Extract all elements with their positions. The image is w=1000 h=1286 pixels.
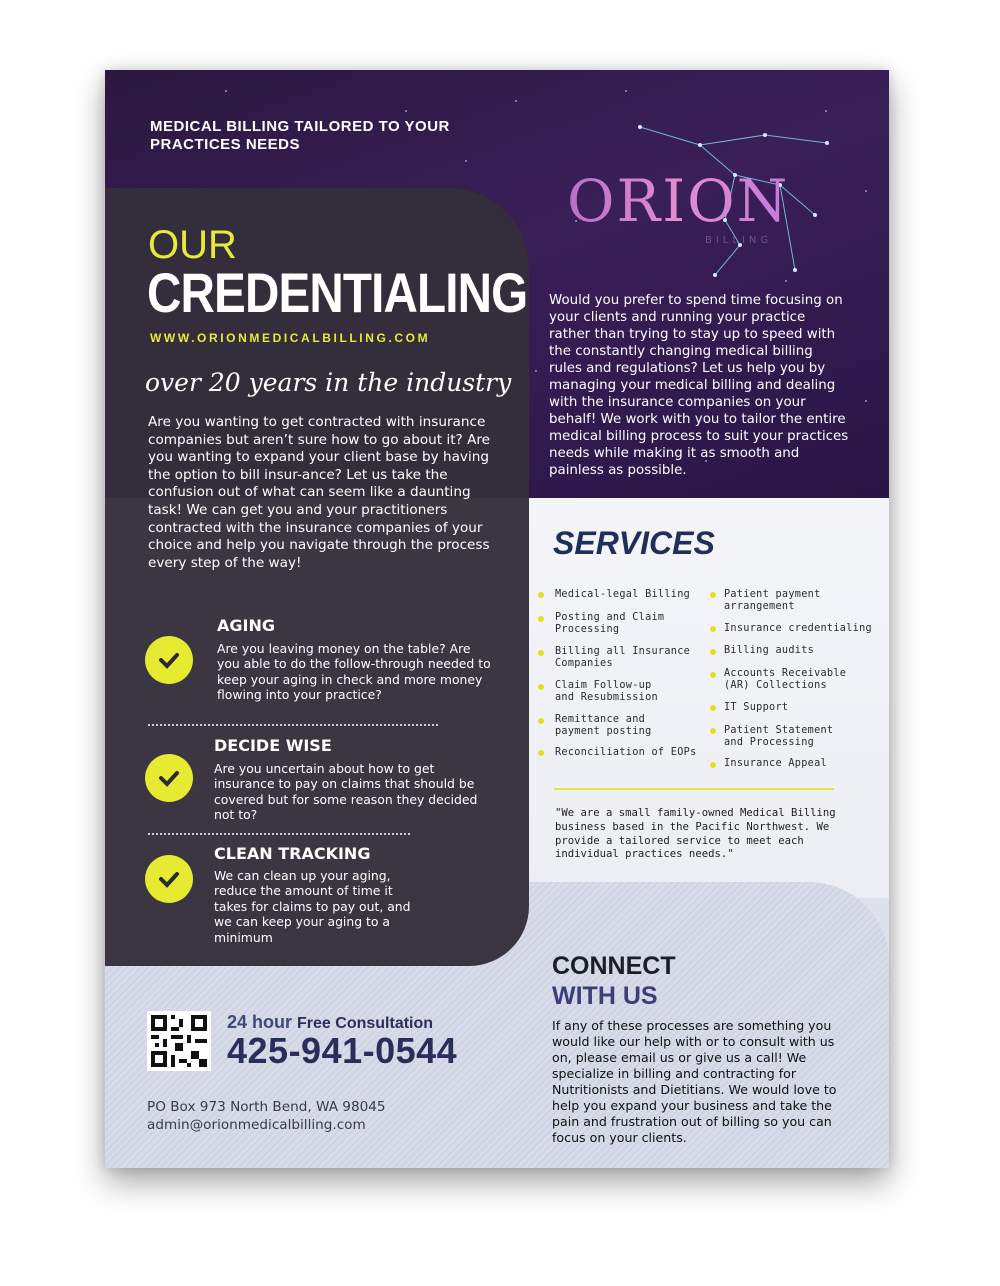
bullet-icon <box>710 705 716 711</box>
service-item: Patient payment arrangement <box>724 589 821 612</box>
intro-right-paragraph: Would you prefer to spend time focusing on your clients and running your practice rather than trying to stay up to speed with the constantly changing medical billing rules and regulations? Let us help you by managing your medical billing and dealing with the insurance companies on your behalf! We work with you to tailor the entire medical billing process to suit your practices needs while making it as smooth and painless as possible. <box>549 293 849 478</box>
bullet-icon <box>538 750 544 756</box>
bullet-icon <box>538 616 544 622</box>
website-link[interactable]: WWW.ORIONMEDICALBILLING.COM <box>150 331 431 345</box>
service-item: Reconciliation of EOPs <box>555 747 697 758</box>
bullet-icon <box>710 626 716 632</box>
company-quote: "We are a small family-owned Medical Billing business based in the Pacific Northwest. We provide a tailored service to meet each individual practices needs." <box>555 807 836 861</box>
bullet-icon <box>710 762 716 768</box>
years-script: over 20 years in the industry <box>145 368 512 397</box>
email-link[interactable]: admin@orionmedicalbilling.com <box>147 1117 366 1133</box>
bullet-icon <box>538 592 544 598</box>
bullet-icon <box>710 728 716 734</box>
feature-text-clean-tracking: We can clean up your aging, reduce the amount of time it takes for claims to pay out, and we can keep your aging to a minimum <box>214 868 411 945</box>
divider <box>148 724 438 726</box>
service-item: Insurance credentialing <box>724 623 872 634</box>
service-item: IT Support <box>724 702 789 713</box>
mailing-address: PO Box 973 North Bend, WA 98045 <box>147 1099 386 1115</box>
check-icon <box>145 754 193 802</box>
services-title: SERVICES <box>553 525 715 561</box>
connect-subtitle: WITH US <box>552 982 658 1010</box>
service-item: Remittance and payment posting <box>555 714 652 737</box>
phone-number[interactable]: 425-941-0544 <box>227 1030 458 1071</box>
bullet-icon <box>538 684 544 690</box>
logo-wordmark: ORION <box>567 167 790 235</box>
service-item: Billing all Insurance Companies <box>555 646 691 669</box>
headline-our: OUR <box>148 223 237 267</box>
logo-subtitle: BILLING <box>705 235 773 246</box>
check-icon <box>145 636 193 684</box>
bullet-icon <box>710 672 716 678</box>
connect-paragraph: If any of these processes are something you would like our help with or to consult with us on, please email us or give us a call! We specialize in billing and contracting for Nutritionists and Dietitians. We would love to help you expand your business and take the pain and frustration out of billing so you can focus on your clients. <box>552 1018 837 1145</box>
credentialing-paragraph: Are you wanting to get contracted with insurance companies but aren’t sure how to go about it? Are you wanting to expand your client base by having the option to bill insur-ance? Let us take the confusion out of what can seem like a daunting task! We can get you and your practitioners contracted with the insurance companies of your choice and help you navigate through the process every step of the way! <box>148 414 491 571</box>
connect-title: CONNECT <box>552 952 676 980</box>
service-item: Patient Statement and Processing <box>724 725 834 748</box>
bullet-icon <box>538 650 544 656</box>
hours-label: 24 hour <box>227 1012 293 1032</box>
feature-title-clean-tracking: CLEAN TRACKING <box>214 844 371 863</box>
feature-title-decide-wise: DECIDE WISE <box>214 736 332 755</box>
orion-logo <box>565 125 835 295</box>
headline-credentialing: CREDENTIALING <box>147 261 528 324</box>
divider <box>554 788 834 790</box>
service-item: Accounts Receivable (AR) Collections <box>724 668 847 691</box>
feature-text-aging: Are you leaving money on the table? Are you able to do the follow-through needed to keep your aging in check and more money flowing into your practice? <box>217 641 491 703</box>
bullet-icon <box>710 649 716 655</box>
feature-text-decide-wise: Are you uncertain about how to get insurance to pay on claims that should be covered but for some reason they decided not to? <box>214 761 478 823</box>
service-item: Insurance Appeal <box>724 758 827 769</box>
service-item: Posting and Claim Processing <box>555 612 665 635</box>
free-consultation-label: Free Consultation <box>297 1015 434 1032</box>
feature-title-aging: AGING <box>217 616 275 635</box>
service-item: Medical-legal Billing <box>555 589 691 600</box>
tagline: MEDICAL BILLING TAILORED TO YOUR PRACTICES NEEDS <box>150 118 450 153</box>
divider <box>148 833 410 835</box>
contact-address-block <box>147 1098 386 1134</box>
qr-code-icon[interactable] <box>147 1011 211 1071</box>
service-item: Billing audits <box>724 645 815 656</box>
service-item: Claim Follow-up and Resubmission <box>555 680 658 703</box>
credentialing-panel <box>105 188 529 966</box>
bullet-icon <box>710 592 716 598</box>
flyer <box>105 70 889 1168</box>
check-icon <box>145 855 193 903</box>
bullet-icon <box>538 718 544 724</box>
